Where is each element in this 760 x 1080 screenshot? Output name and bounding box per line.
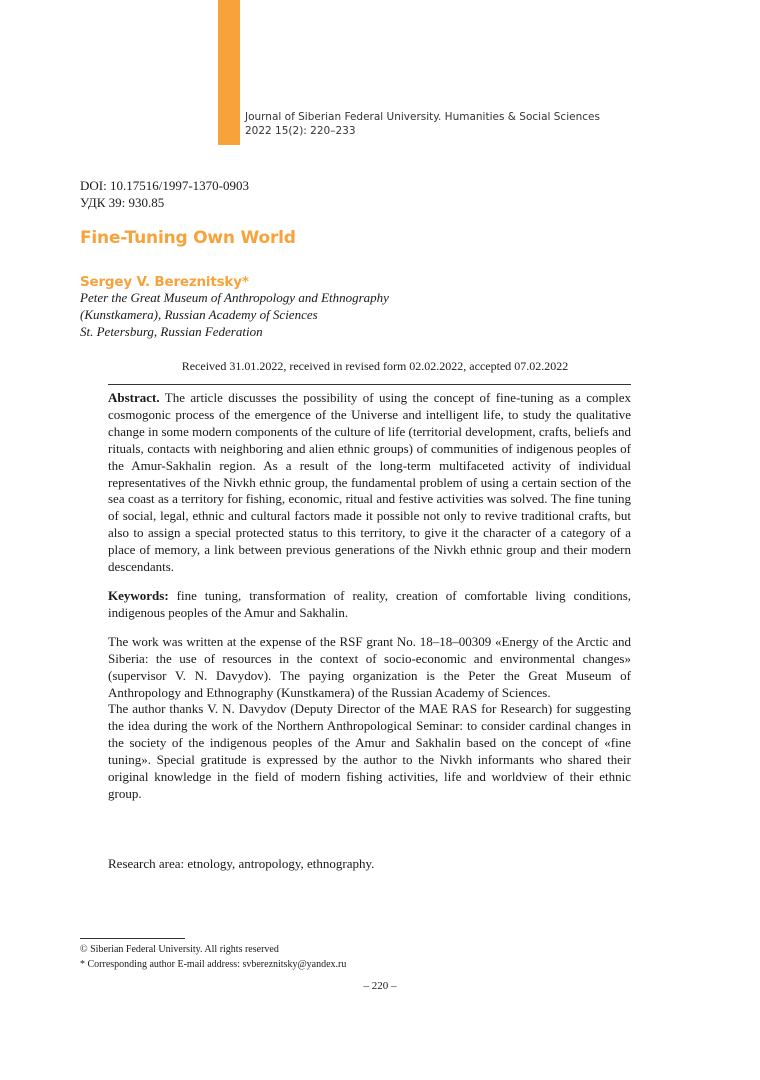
article-title: Fine-Tuning Own World [80, 228, 296, 248]
affiliation-line: Peter the Great Museum of Anthropology and Ethnography [80, 290, 389, 305]
keywords-paragraph [108, 588, 631, 622]
journal-header [245, 110, 600, 138]
page-number: – 220 – [363, 980, 397, 992]
abstract-section [108, 390, 631, 815]
author-affiliation [80, 289, 389, 340]
footnotes [80, 942, 346, 972]
journal-title: Journal of Siberian Federal University. Humanities & Social Sciences [245, 111, 600, 123]
research-area: Research area: etnology, antropology, ethnography. [108, 856, 375, 871]
received-dates: Received 31.01.2022, received in revised form 02.02.2022, accepted 07.02.2022 [181, 359, 569, 373]
article-meta [80, 177, 249, 211]
udk: УДК 39: 930.85 [80, 195, 165, 210]
footnote-divider [80, 938, 185, 939]
keywords-label: Keywords: [108, 587, 169, 603]
corresponding-author-note: * Corresponding author E-mail address: svbereznitsky@yandex.ru [80, 959, 347, 970]
journal-accent-bar [218, 0, 240, 145]
abstract-label: Abstract. [108, 390, 160, 405]
journal-issue: 2022 15(2): 220–233 [245, 125, 356, 137]
doi: DOI: 10.17516/1997-1370-0903 [80, 178, 249, 193]
copyright-note: © Siberian Federal University. All rights reserved [80, 944, 279, 955]
abstract-divider [108, 384, 631, 385]
funding-paragraph: The work was written at the expense of the RSF grant No. 18–18–00309 «Energy of the Arctic and Siberia: the use of resources in the context of socio-economic and environmental changes» (supervisor V. N. Davydov). The paying organization is the Peter the Great Museum of Anthropology and Ethnography (Kunstkamera) of the Russian Academy of Sciences. [108, 633, 631, 700]
abstract-paragraph [108, 390, 631, 576]
acknowledgment-paragraph: The author thanks V. N. Davydov (Deputy Director of the MAE RAS for Research) for suggesting the idea during the work of the Northern Anthropological Seminar: to consider cardinal changes in the society of the indigenous peoples of the Amur and Sakhalin based on the concept of «fine tuning». Special gratitude is expressed by the author to the Nivkh informants who shared their original knowledge in the field of modern fishing activities, life and worldview of their ethnic group. [108, 701, 631, 801]
author-name: Sergey V. Bereznitsky* [80, 274, 249, 290]
keywords-text: fine tuning, transformation of reality, creation of comfortable living conditions, indigenous peoples of the Amur and Sakhalin. [108, 587, 632, 620]
affiliation-line: (Kunstkamera), Russian Academy of Sciences [80, 307, 318, 322]
affiliation-line: St. Petersburg, Russian Federation [80, 324, 263, 339]
abstract-text: The article discusses the possibility of using the concept of fine-tuning as a complex cosmogonic process of the emergence of the Universe and intelligent life, to study the qualitative change in some modern components of the culture of life (territorial development, crafts, beliefs and rituals, contacts with neighboring and alien ethnic groups) of communities of indigenous peoples of the Amur-Sakhalin region. As a result of the long-term multifaceted activity of individual representatives of the Nivkh ethnic group, the fundamental problem of using a certain section of the sea coast as a territory for fishing, economic, ritual and festive activities was solved. The fine tuning of social, legal, ethnic and cultural factors made it possible not only to revive traditional crafts, but also to assign a special protected status to this territory, to give it the character of a category of a place of memory, a link between previous generations of the Nivkh ethnic group and their modern descendants. [108, 390, 631, 575]
